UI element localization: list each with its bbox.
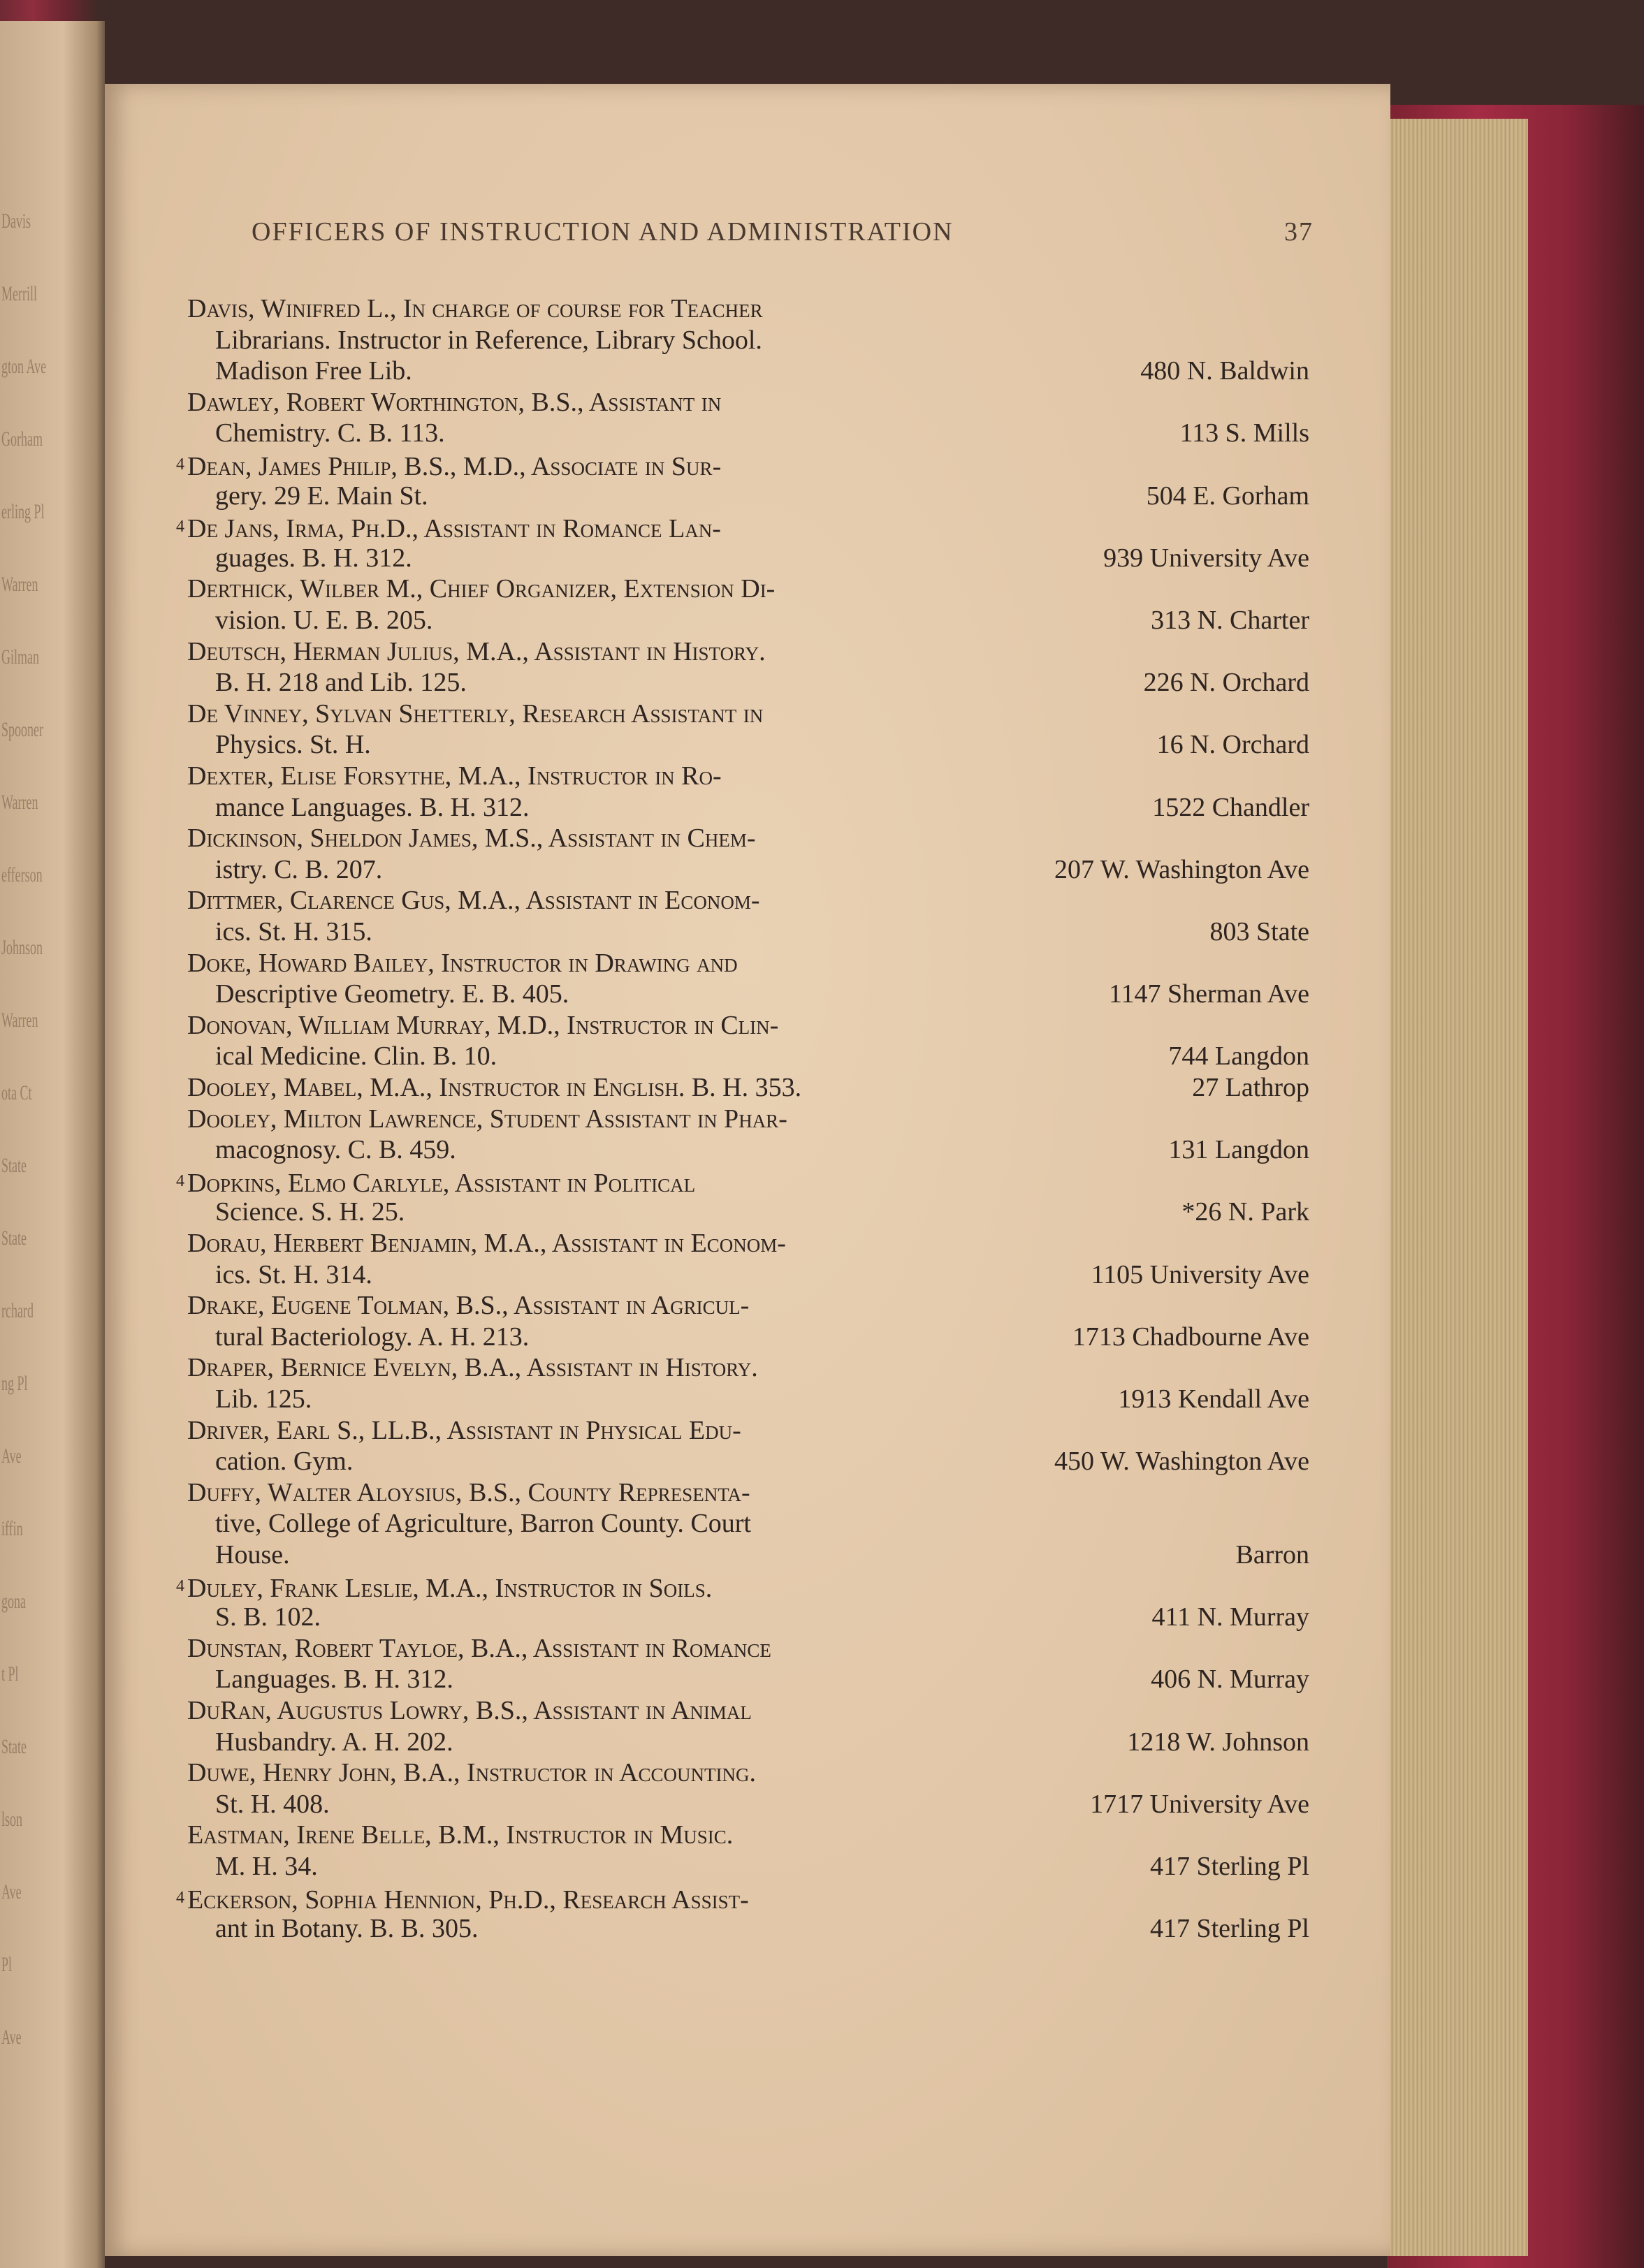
entry-text: Dooley, Milton Lawrence, Student Assistant in Phar- xyxy=(187,1104,787,1134)
entry-address: *26 N. Park xyxy=(1181,1197,1309,1227)
entry-continuation-line xyxy=(215,481,428,511)
entry-name-line xyxy=(187,1633,771,1664)
page-number: 37 xyxy=(1284,217,1314,247)
entry-continuation-line xyxy=(215,1602,321,1632)
entry-address: 450 W. Washington Ave xyxy=(1054,1447,1309,1477)
facing-page-margin-item: gton Ave xyxy=(1,355,47,378)
entry-name-line xyxy=(187,1072,801,1103)
entry-address: 27 Lathrop xyxy=(1192,1073,1309,1102)
entry-text: guages. B. H. 312. xyxy=(215,543,412,573)
entry-address: 406 N. Murray xyxy=(1151,1665,1309,1695)
entry-text: vision. U. E. B. 205. xyxy=(215,606,433,635)
facing-page-margin-item: Merrill xyxy=(1,282,37,305)
entry-address: 417 Sterling Pl xyxy=(1149,1914,1309,1944)
entry-name-line xyxy=(187,1477,750,1508)
entry-continuation-line xyxy=(215,1727,453,1757)
entry-continuation-line xyxy=(215,1259,372,1290)
facing-page-margin-item: erling Pl xyxy=(1,500,45,523)
footnote-mark: 4 xyxy=(176,1171,184,1190)
entry-address: 504 E. Gorham xyxy=(1146,481,1309,511)
entry-text: Driver, Earl S., LL.B., Assistant in Physical Edu- xyxy=(187,1415,741,1445)
entry-address: 313 N. Charter xyxy=(1151,606,1309,635)
entry-address: 131 Langdon xyxy=(1168,1135,1309,1165)
facing-page-margin-item: ng Pl xyxy=(1,1372,28,1395)
entry-address: 1913 Kendall Ave xyxy=(1118,1384,1309,1414)
entry-text: Drake, Eugene Tolman, B.S., Assistant in Agricul- xyxy=(187,1291,750,1321)
entry-text: Dooley, Mabel, M.A., Instructor in English. B. H. 353. xyxy=(187,1073,802,1102)
entry-text: mance Languages. B. H. 312. xyxy=(215,792,530,822)
entry-name-line xyxy=(187,1820,733,1850)
entry-text: Descriptive Geometry. E. B. 405. xyxy=(215,979,569,1009)
entry-text: ics. St. H. 315. xyxy=(215,917,372,946)
facing-page-margin-item: State xyxy=(1,1735,27,1758)
entry-text: Dorau, Herbert Benjamin, M.A., Assistant in Econom- xyxy=(187,1229,786,1258)
entry-address: 1522 Chandler xyxy=(1152,792,1309,822)
entry-text: cation. Gym. xyxy=(215,1447,354,1477)
entry-address: 1218 W. Johnson xyxy=(1127,1727,1309,1757)
entry-name-line xyxy=(176,1882,749,1915)
entry-name-line xyxy=(187,1290,749,1321)
entry-text: M. H. 34. xyxy=(215,1852,318,1881)
entry-continuation-line xyxy=(215,916,372,947)
entry-name-line xyxy=(176,449,721,482)
header-title: OFFICERS OF INSTRUCTION AND ADMINISTRATION xyxy=(252,217,954,247)
entry-name-line xyxy=(187,387,721,418)
entry-name-line xyxy=(187,1352,758,1383)
facing-page-margin-item: iffin xyxy=(1,1517,23,1540)
entry-name-line xyxy=(187,948,738,979)
facing-page-margin-item: State xyxy=(1,1227,27,1250)
entry-continuation-line xyxy=(215,1789,330,1820)
entry-text: Davis, Winifred L., In charge of course for Teacher xyxy=(187,294,763,323)
facing-page-margin-item: lson xyxy=(1,1808,23,1831)
entry-name-line xyxy=(187,1228,786,1259)
entry-continuation-line xyxy=(215,1851,318,1882)
entry-address: 113 S. Mills xyxy=(1179,418,1309,448)
entry-name-line xyxy=(187,573,775,604)
facing-page-margin-item: Gorham xyxy=(1,427,43,451)
entry-name-line xyxy=(187,885,760,916)
entry-continuation-line xyxy=(215,1041,497,1071)
entry-continuation-line xyxy=(215,729,371,760)
entry-text: Dexter, Elise Forsythe, M.A., Instructor in Ro- xyxy=(187,761,722,791)
facing-page-left xyxy=(0,21,105,2268)
entry-address: 744 Langdon xyxy=(1168,1041,1309,1071)
entry-text: tural Bacteriology. A. H. 213. xyxy=(215,1322,530,1352)
entry-address: 1147 Sherman Ave xyxy=(1108,979,1309,1009)
entry-text: macognosy. C. B. 459. xyxy=(215,1135,456,1165)
entry-address: 411 N. Murray xyxy=(1151,1602,1309,1632)
entry-continuation-line xyxy=(215,1508,751,1539)
entry-name-line xyxy=(187,761,722,791)
entry-text: De Vinney, Sylvan Shetterly, Research Assistant in xyxy=(187,698,764,729)
entry-continuation-line xyxy=(215,667,467,698)
entry-text: Deutsch, Herman Julius, M.A., Assistant in History. xyxy=(187,636,766,666)
entry-text: ics. St. H. 314. xyxy=(215,1259,372,1289)
entry-continuation-line xyxy=(215,792,530,823)
entry-name-line xyxy=(176,1166,695,1199)
entry-continuation-line xyxy=(215,543,412,573)
entry-text: S. B. 102. xyxy=(215,1602,321,1632)
entry-address: 803 State xyxy=(1209,917,1309,946)
facing-page-margin-item: Ave xyxy=(1,2026,22,2049)
entry-continuation-line xyxy=(215,605,432,636)
entry-address: 1717 University Ave xyxy=(1090,1789,1309,1819)
page-edges xyxy=(1387,119,1528,2256)
entry-text: Duffy, Walter Aloysius, B.S., County Representa- xyxy=(187,1477,750,1507)
entry-text: House. xyxy=(215,1540,290,1570)
entry-text: Derthick, Wilber M., Chief Organizer, Extension Di- xyxy=(187,574,776,604)
entry-text: tive, College of Agriculture, Barron County. Court xyxy=(215,1509,751,1539)
entry-text: Dean, James Philip, B.S., M.D., Associate in Sur- xyxy=(187,452,722,481)
facing-page-margin-item: rchard xyxy=(1,1299,34,1322)
entry-address: 417 Sterling Pl xyxy=(1149,1852,1309,1881)
entry-name-line xyxy=(187,698,763,729)
entry-text: Science. S. H. 25. xyxy=(215,1197,405,1227)
entry-text: Lib. 125. xyxy=(215,1384,312,1414)
entry-text: Husbandry. A. H. 202. xyxy=(215,1727,453,1757)
entry-text: Donovan, William Murray, M.D., Instructor in Clin- xyxy=(187,1010,779,1040)
facing-page-margin-item: gona xyxy=(1,1590,26,1613)
entry-text: Madison Free Lib. xyxy=(215,356,412,386)
entry-address: 16 N. Orchard xyxy=(1156,730,1309,760)
entry-continuation-line xyxy=(215,356,412,386)
facing-page-margin-item: efferson xyxy=(1,863,43,886)
entry-text: Physics. St. H. xyxy=(215,730,371,760)
entry-text: Duwe, Henry John, B.A., Instructor in Accounting. xyxy=(187,1758,756,1788)
entry-text: Eckerson, Sophia Hennion, Ph.D., Research Assist- xyxy=(187,1885,749,1915)
entry-text: Draper, Bernice Evelyn, B.A., Assistant in History. xyxy=(187,1353,758,1383)
entry-text: Dittmer, Clarence Gus, M.A., Assistant in Econom- xyxy=(187,886,760,916)
facing-page-margin-item: Davis xyxy=(1,210,31,233)
entry-continuation-line xyxy=(215,1197,405,1227)
facing-page-margin-item: ota Ct xyxy=(1,1081,32,1104)
entry-continuation-line xyxy=(215,1913,478,1944)
entry-address: 939 University Ave xyxy=(1103,543,1309,573)
entry-continuation-line xyxy=(215,1446,353,1477)
entry-name-line xyxy=(187,823,755,854)
entry-continuation-line xyxy=(215,1384,312,1414)
facing-page-margin-item: Spooner xyxy=(1,718,44,741)
entry-text: Languages. B. H. 312. xyxy=(215,1665,453,1695)
footnote-mark: 4 xyxy=(176,1576,184,1595)
entry-address: 207 W. Washington Ave xyxy=(1054,854,1309,884)
facing-page-margin-item: Johnson xyxy=(1,936,43,959)
facing-page-margin-item: Pl xyxy=(1,1953,13,1976)
entry-continuation-line xyxy=(215,418,445,448)
entry-name-line xyxy=(187,1104,787,1134)
entry-text: Eastman, Irene Belle, B.M., Instructor in Music. xyxy=(187,1820,734,1850)
entry-text: Librarians. Instructor in Reference, Library School. xyxy=(215,325,762,355)
entry-text: Duley, Frank Leslie, M.A., Instructor in Soils. xyxy=(187,1573,713,1603)
entry-name-line xyxy=(187,293,763,324)
facing-page-margin-item: Gilman xyxy=(1,645,40,668)
entry-text: gery. 29 E. Main St. xyxy=(215,481,428,511)
entry-text: Doke, Howard Bailey, Instructor in Drawing and xyxy=(187,948,738,978)
entry-name-line xyxy=(187,636,766,667)
entry-name-line xyxy=(176,511,721,544)
entry-text: Chemistry. C. B. 113. xyxy=(215,418,445,448)
entry-address: Barron xyxy=(1235,1540,1309,1570)
entry-continuation-line xyxy=(215,979,569,1009)
entry-text: DuRan, Augustus Lowry, B.S., Assistant in Animal xyxy=(187,1696,752,1725)
facing-page-margin-item: Warren xyxy=(1,573,38,596)
footnote-mark: 4 xyxy=(176,455,184,474)
entry-name-line xyxy=(187,1415,741,1446)
facing-page-margin-item: Ave xyxy=(1,1444,22,1468)
entry-text: ical Medicine. Clin. B. 10. xyxy=(215,1041,497,1071)
facing-page-margin-item: Ave xyxy=(1,1880,22,1903)
facing-page-margin-item: Warren xyxy=(1,791,38,814)
entry-continuation-line xyxy=(215,854,382,885)
entry-name-line xyxy=(187,1695,752,1726)
entry-continuation-line xyxy=(215,1322,529,1352)
entry-text: De Jans, Irma, Ph.D., Assistant in Romance Lan- xyxy=(187,514,721,544)
entry-text: Dopkins, Elmo Carlyle, Assistant in Political xyxy=(187,1168,696,1198)
entry-text: istry. C. B. 207. xyxy=(215,854,383,884)
entry-name-line xyxy=(187,1757,756,1788)
running-header xyxy=(252,217,1314,247)
entry-text: B. H. 218 and Lib. 125. xyxy=(215,668,467,698)
facing-page-margin-text xyxy=(0,21,98,2268)
entry-text: ant in Botany. B. B. 305. xyxy=(215,1914,479,1944)
entry-continuation-line xyxy=(215,325,762,356)
entry-address: 480 N. Baldwin xyxy=(1140,356,1309,386)
entry-address: 1713 Chadbourne Ave xyxy=(1072,1322,1309,1352)
entry-address: 226 N. Orchard xyxy=(1143,668,1309,698)
entry-text: Dunstan, Robert Tayloe, B.A., Assistant in Romance xyxy=(187,1633,771,1663)
footnote-mark: 4 xyxy=(176,1888,184,1907)
entry-text: St. H. 408. xyxy=(215,1789,330,1819)
facing-page-margin-item: Warren xyxy=(1,1009,38,1032)
entry-address: 1105 University Ave xyxy=(1091,1259,1309,1289)
entry-name-line xyxy=(176,1571,712,1604)
entry-continuation-line xyxy=(215,1134,456,1165)
entry-text: Dickinson, Sheldon James, M.S., Assistant in Chem- xyxy=(187,824,756,854)
facing-page-margin-item: State xyxy=(1,1154,27,1177)
facing-page-margin-item: t Pl xyxy=(1,1662,19,1685)
book-page xyxy=(105,84,1390,2256)
entry-continuation-line xyxy=(215,1539,290,1570)
entry-continuation-line xyxy=(215,1664,453,1695)
entry-text: Dawley, Robert Worthington, B.S., Assistant in xyxy=(187,387,722,417)
footnote-mark: 4 xyxy=(176,518,184,536)
entry-name-line xyxy=(187,1010,778,1041)
